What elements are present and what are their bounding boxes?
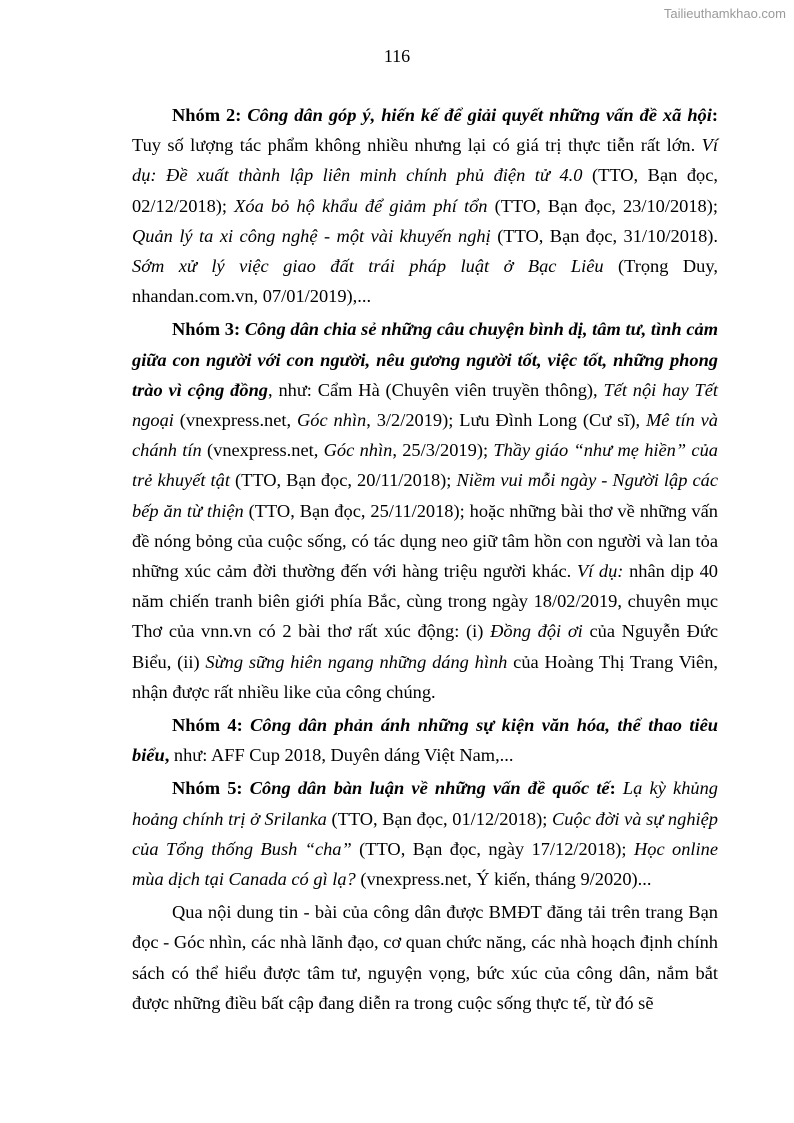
body-text	[616, 778, 623, 798]
heading-colon: :	[609, 778, 616, 799]
group-heading: Công dân phản ánh những sự kiện văn hóa, thể thao tiêu biểu	[132, 715, 718, 766]
article-title: Sớm xử lý việc giao đất trái pháp luật ở Bạc Liêu	[132, 256, 604, 277]
poem-title: Sừng sững hiên ngang những dáng hình	[205, 651, 508, 672]
article-title: Xóa bỏ hộ khẩu để giảm phí tổn	[234, 195, 488, 216]
body-text: của Hoàng Thị Trang Viên, nhận được rất nhiều like của công chúng.	[132, 651, 718, 702]
article-title: Mê tín và chánh tín	[132, 410, 719, 461]
body-text: (TTO, Bạn đọc, ngày 17/12/2018);	[351, 838, 634, 859]
article-title: Niềm vui mỗi ngày - Người lập các bếp ăn từ thiện	[132, 470, 718, 521]
body-text: (TTO, Bạn đọc, 23/10/2018);	[487, 195, 718, 216]
example-label: Ví dụ:	[576, 561, 624, 582]
group-label: Nhóm 4:	[172, 715, 243, 736]
article-title: Tết nội hay Tết ngoại	[132, 379, 718, 431]
watermark: Tailieuthamkhao.com	[663, 6, 786, 21]
article-title: Ví dụ: Đề xuất thành lập liên minh chính phủ điện tử 4.0	[132, 135, 718, 186]
group-label: Nhóm 3:	[172, 319, 241, 340]
group-label: Nhóm 5:	[172, 778, 243, 799]
body-text: (TTO, Bạn đọc, 31/10/2018).	[490, 225, 718, 246]
body-text: (vnexpress.net,	[173, 410, 298, 431]
article-title: Quản lý ta xi công nghệ - một vài khuyến nghị	[132, 225, 491, 246]
group-heading: Công dân bàn luận về những vấn đề quốc tế	[249, 778, 610, 799]
poem-title: Đồng đội ơi	[490, 621, 583, 642]
section-name: Góc nhìn	[323, 440, 393, 461]
body-text: , như: Cẩm Hà (Chuyên viên truyền thông),	[268, 379, 604, 400]
body-text: (Trọng Duy, nhandan.com.vn, 07/01/2019),...	[132, 256, 718, 307]
heading-colon: :	[711, 105, 718, 125]
body-text: (TTO, Bạn đọc, 02/12/2018);	[132, 165, 718, 216]
page-body	[132, 100, 718, 1018]
body-text: Tuy số lượng tác phẩm không nhiều nhưng lại có giá trị thực tiễn rất lớn.	[132, 135, 702, 156]
body-text: (vnexpress.net,	[201, 440, 324, 461]
body-text: nhân dịp 40 năm chiến tranh biên giới phía Bắc, cùng trong ngày 18/02/2019, chuyên mục Thơ của vnn.vn có 2 bài thơ rất xúc động: (i)	[132, 561, 718, 642]
heading-comma: ,	[164, 745, 170, 766]
body-text: , 3/2/2019); Lưu Đình Long (Cư sĩ),	[366, 410, 646, 431]
article-title: Lạ kỳ khủng hoảng chính trị ở Srilanka	[132, 778, 718, 829]
paragraph-group-3	[132, 314, 718, 707]
body-text: như: AFF Cup 2018, Duyên dáng Việt Nam,...	[169, 745, 514, 766]
group-heading: Công dân góp ý, hiến kế để giải quyết những vấn đề xã hội	[247, 105, 712, 125]
group-heading: Công dân chia sẻ những câu chuyện bình dị, tâm tư, tình cảm giữa con người với con người, nêu gương người tốt, việc tốt, những phong trào vì cộng đồng	[132, 319, 718, 400]
body-text: (TTO, Bạn đọc, 25/11/2018); hoặc những bài thơ về những vấn đề nóng bỏng của cuộc sống, có tác dụng neo giữ tâm hồn con người và lan tỏa những xúc cảm đời thường đến với hàng triệu người khác.	[132, 500, 718, 582]
article-title: Học online mùa dịch tại Canada có gì lạ?	[132, 838, 718, 890]
paragraph-group-5	[132, 773, 718, 894]
paragraph-conclusion: Qua nội dung tin - bài của công dân được BMĐT đăng tải trên trang Bạn đọc - Góc nhìn, các nhà lãnh đạo, cơ quan chức năng, các nhà hoạch định chính sách có thể hiểu được tâm tư, nguyện vọng, bức xúc của công dân, nắm bắt được những điều bất cập đang diễn ra trong cuộc sống thực tế, từ đó sẽ	[132, 902, 719, 1013]
article-title: Thầy giáo “như mẹ hiền” của trẻ khuyết tật	[132, 440, 718, 491]
body-text: (TTO, Bạn đọc, 20/11/2018);	[229, 470, 457, 491]
body-text: , 25/3/2019);	[392, 440, 494, 461]
paragraph-group-2	[132, 100, 718, 311]
group-label: Nhóm 2:	[172, 105, 242, 125]
article-title: Cuộc đời và sự nghiệp của Tổng thống Bush “cha”	[132, 808, 718, 859]
paragraph-group-4	[132, 710, 718, 770]
page-number: 116	[383, 46, 411, 66]
body-text: (vnexpress.net, Ý kiến, tháng 9/2020)...	[355, 869, 652, 890]
body-text: của Nguyễn Đức Biểu, (ii)	[132, 621, 718, 672]
body-text: (TTO, Bạn đọc, 01/12/2018);	[326, 808, 552, 829]
section-name: Góc nhìn	[297, 410, 367, 431]
